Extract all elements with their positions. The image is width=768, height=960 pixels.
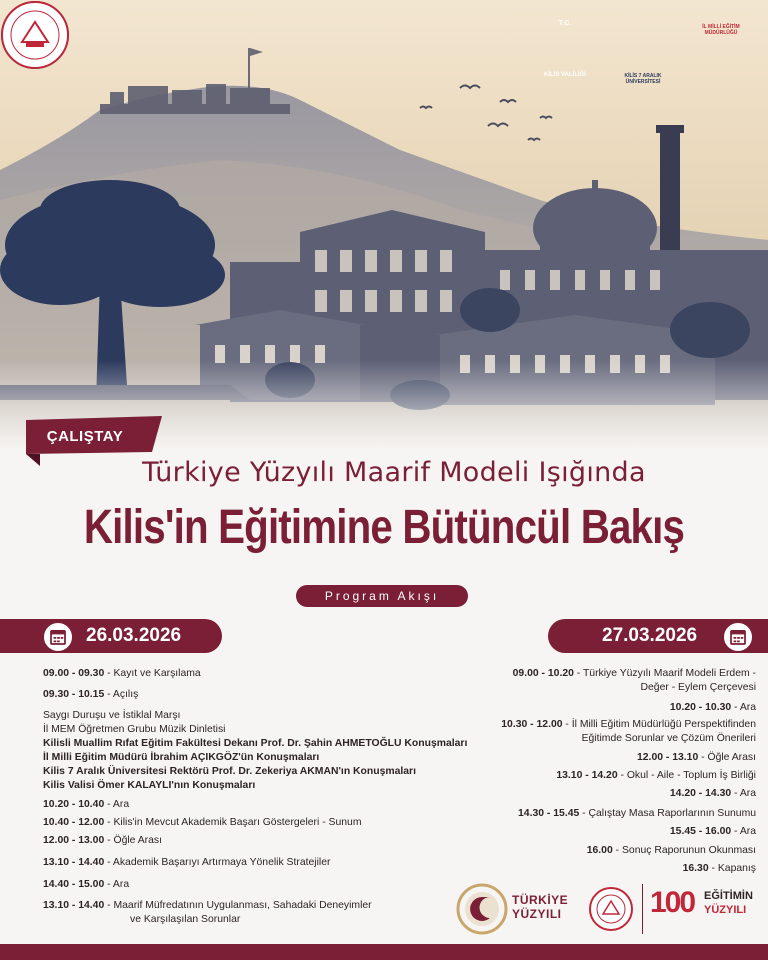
schedule-row: 13.10 - 14.40 - Akademik Başarıyı Artırmaya Yönelik Stratejiler [43,857,331,868]
schedule-row: 10.20 - 10.40 - Ara [43,799,130,810]
landscape-illustration [0,0,768,450]
schedule-row: 14.40 - 15.00 - Ara [43,879,130,890]
schedule-row: İl MEM Öğretmen Grubu Müzik Dinletisi [43,724,226,735]
schedule-row: 12.00 - 13.10 - Öğle Arası [637,752,756,763]
schedule-row: 13.10 - 14.40 - Maarif Müfredatının Uygulanması, Sahadaki Deneyimler [43,900,372,911]
schedule-row: 15.45 - 16.00 - Ara [669,826,756,837]
subtitle: Türkiye Yüzyılı Maarif Modeli Işığında [142,457,646,488]
schedule-row: 14.30 - 15.45 - Çalıştay Masa Raporlarının Sunumu [518,808,756,819]
schedule-row: 10.40 - 12.00 - Kilis'in Mevcut Akademik Başarı Göstergeleri - Sunum [43,817,362,828]
schedule-row: Kilis 7 Aralık Üniversitesi Rektörü Prof. Dr. Zekeriya AKMAN'ın Konuşmaları [43,766,416,777]
schedule-row: 16.00 - Sonuç Raporunun Okunması [586,845,756,856]
footer-divider [642,884,643,934]
schedule-row: 14.20 - 14.30 - Ara [669,788,756,799]
schedule-row: 10.30 - 12.00 - İl Milli Eğitim Müdürlüğü Perspektifinden [501,719,756,730]
schedule-row: İl Milli Eğitim Müdürü İbrahim AÇIKGÖZ'ün Konuşmaları [43,752,320,763]
day1-date: 26.03.2026 [86,625,182,646]
day2-date: 27.03.2026 [602,625,698,646]
schedule-row: ve Karşılaşılan Sorunlar [130,914,241,925]
turkiye-logo-line1: TÜRKİYE [512,893,569,907]
university-logo-text: KİLİS 7 ARALIK ÜNİVERSİTESİ [624,73,662,85]
egitimin-label: EĞİTİMİN [704,890,753,902]
schedule-row: 16.30 - Kapanış [682,863,756,874]
schedule-row: Eğitimde Sorunlar ve Çözüm Önerileri [581,733,756,744]
program-akisi-badge: Program Akışı [296,585,468,607]
hundred-number: 100 [650,886,695,919]
yuzyili-label: YÜZYILI [704,904,747,916]
milli-egitim-logo [0,0,70,70]
meb-emblem-icon [588,886,634,932]
schedule-row: Saygı Duruşu ve İstiklal Marşı [43,710,181,721]
vilayet-logo-text: T.C. [558,20,572,27]
turkiye-logo-line2: YÜZYILI [512,907,562,921]
hero-illustration [0,0,768,450]
vilayet-logo-name: KİLİS VALİLİĞİ [544,72,586,78]
footer-band [0,944,768,960]
schedule-row: 09.00 - 10.20 - Türkiye Yüzyılı Maarif Modeli Erdem - [512,668,756,679]
meb-logo-text: İL MİLLİ EĞİTİM MÜDÜRLÜĞÜ [702,24,740,36]
schedule-row: 10.20 - 10.30 - Ara [669,702,756,713]
schedule-row: 12.00 - 13.00 - Öğle Arası [43,835,162,846]
day1-date-bar [0,619,222,653]
main-title: Kilis'in Eğitimine Bütüncül Bakış [83,501,685,554]
schedule-row: Kilis Valisi Ömer KALAYLI'nın Konuşmaları [43,780,256,791]
schedule-row: 09.30 - 10.15 - Açılış [43,689,139,700]
calendar-icon [42,621,74,653]
schedule-row: Kilisli Muallim Rıfat Eğitim Fakültesi Dekanı Prof. Dr. Şahin AHMETOĞLU Konuşmaları [43,738,468,749]
calistay-tag: ÇALIŞTAY [46,428,124,445]
calendar-icon [722,621,754,653]
schedule-row: 09.00 - 09.30 - Kayıt ve Karşılama [43,668,201,679]
schedule-row: 13.10 - 14.20 - Okul - Aile - Toplum İş Birliği [556,770,756,781]
schedule-row: Değer - Eylem Çerçevesi [640,682,756,693]
